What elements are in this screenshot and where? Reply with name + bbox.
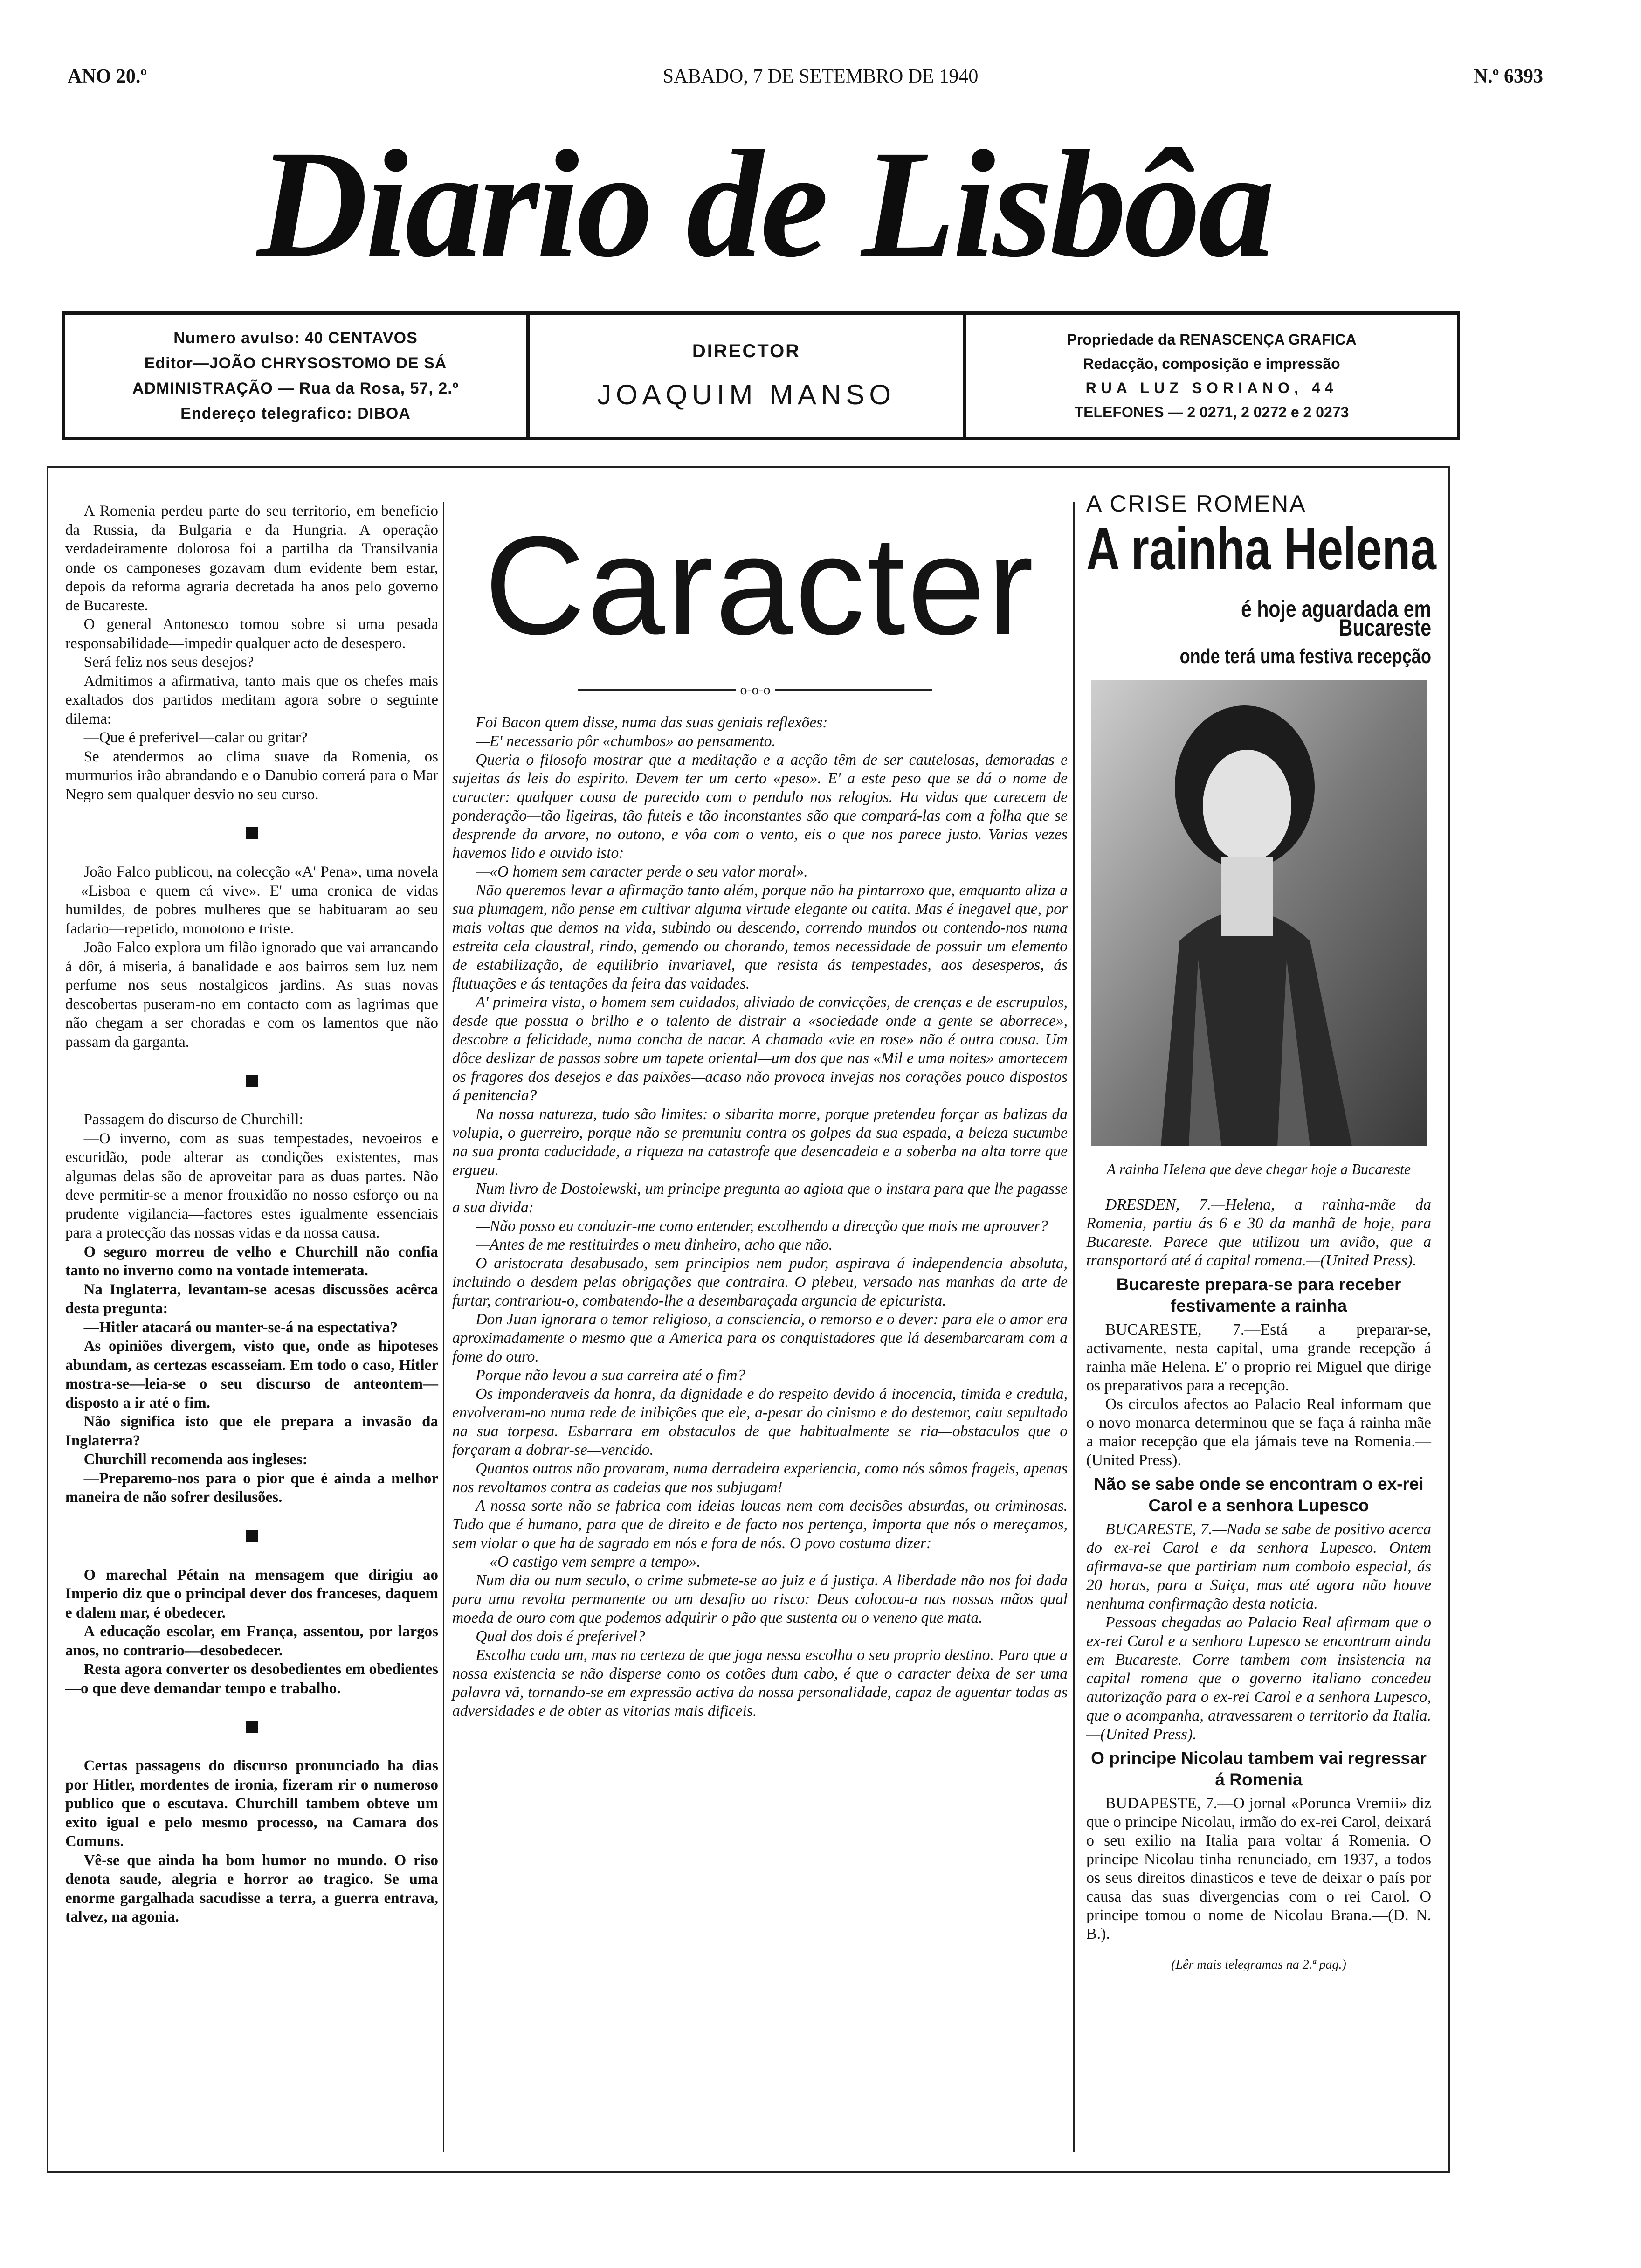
dispatch-paragraph: BUCARESTE, 7.—Está a preparar-se, activamente, nesta capital, uma grande recepção á rainha mãe Helena. E' o proprio rei Miguel que dirige os preparativos para a recepção. [1086, 1321, 1431, 1394]
note-paragraph: Resta agora converter os desobedientes em obedientes—o que deve demandar tempo e trabalho. [65, 1661, 438, 1697]
masthead [149, 116, 1380, 293]
year-label: ANO 20.º [68, 66, 147, 87]
article-paragraph: —Antes de me restituirdes o meu dinheiro, acho que não. [476, 1236, 833, 1253]
article-paragraph: —E' necessario pôr «chumbos» ao pensamento. [476, 733, 776, 750]
note-paragraph: As opiniões divergem, visto que, onde as hipoteses abundam, as certezas escasseiam. Em todo o caso, Hitler mostra-se—leia-se o seu discurso de anteontem—disposto a ir até o fim. [65, 1338, 438, 1411]
note-paragraph: O seguro morreu de velho e Churchill não confia tanto no inverno como na vontade intemerata. [65, 1243, 438, 1279]
queen-helena-photo [1091, 680, 1427, 1146]
note-paragraph: O general Antonesco tomou sobre si uma pesada responsabilidade—impedir qualquer acto de desespero. [65, 616, 438, 652]
article-paragraph: Num livro de Dostoiewski, um principe pregunta ao agiota que o instara para que lhe pagasse a sua divida: [452, 1180, 1068, 1216]
issue-number: N.º 6393 [1473, 66, 1543, 87]
note-paragraph: A Romenia perdeu parte do seu territorio, em beneficio da Russia, da Bulgaria e da Hungria. A operação verdadeiramente dolorosa foi a partilha da Transilvania onde os camponeses gozavam dum evidente bem estar, depois da reforma agraria decretada ha anos pelo governo de Bucareste. [65, 503, 438, 614]
article-paragraph: —Não posso eu conduzir-me como entender, escolhendo a direcção que mais me aprouver? [476, 1217, 1048, 1235]
note-paragraph: —Que é preferivel—calar ou gritar? [83, 729, 308, 746]
article-paragraph: O aristocrata desabusado, sem principios nem pudor, aspirava á independencia absoluta, incluindo o desdem pelas obrigações que contraira. O plebeu, versado nas manhas da arte de furtar, contrariou-o, combatendo-lhe a desembaraçada arguncia de epicurista. [452, 1255, 1068, 1309]
note-paragraph: —Hitler atacará ou manter-se-á na espectativa? [83, 1319, 398, 1336]
column-rule-right [1073, 502, 1075, 2152]
article-paragraph: Porque não levou a sua carreira até o fim? [476, 1367, 745, 1384]
more-telegrams-note: (Lêr mais telegramas na 2.ª pag.) [1171, 1957, 1346, 1972]
dispatch-paragraph: Os circulos afectos ao Palacio Real informam que o novo monarca determinou que se faça á rainha mãe a maior recepção que ela jámais teve na Romenia.—(United Press). [1086, 1396, 1431, 1469]
section-bullet [246, 827, 258, 839]
note-paragraph: Churchill recomenda aos ingleses: [83, 1451, 308, 1468]
article-paragraph: —«O homem sem caracter perde o seu valor moral». [476, 863, 808, 880]
dispatch-headline: Bucareste prepara-se para receber festivamente a rainha [1116, 1275, 1401, 1315]
info-left [65, 315, 530, 437]
note-paragraph: Será feliz nos seus desejos? [83, 654, 254, 671]
ornament-text: o-o-o [736, 682, 775, 698]
photo-caption: A rainha Helena que deve chegar hoje a Bucareste [1106, 1161, 1411, 1177]
note-paragraph: Passagem do discurso de Churchill: [83, 1111, 303, 1128]
article-paragraph: Don Juan ignorara o temor religioso, a consciencia, o remorso e o dever: para ele o amor era aproximadamente o mesmo que a America para os conquistadores que lá desembarcaram com a fome do ouro. [452, 1311, 1068, 1365]
note-paragraph: Não significa isto que ele prepara a invasão da Inglaterra? [65, 1413, 438, 1449]
article-paragraph: Na nossa natureza, tudo são limites: o sibarita morre, porque pretendeu forçar as balizas da volupia, o guerreiro, porque não se premuniu contra os golpes da sua espada, a beleza sucumbe na sua pronta caducidade, a riqueza na catastrofe que desencadeia e a soberba na alta torre que ergueu. [452, 1106, 1068, 1179]
note-paragraph: Vê-se que ainda ha bom humor no mundo. O riso denota saude, alegria e horror ao tragico. Se uma enorme gargalhada sacudisse a terra, a guerra entrava, talvez, na agonia. [65, 1852, 438, 1925]
article-paragraph: Quantos outros não provaram, numa derradeira experiencia, como nós sômos frageis, apenas nos revoltamos contra as cadeias que nos subjugam! [452, 1460, 1068, 1496]
dispatch-paragraph: BUDAPESTE, 7.—O jornal «Poruncа Vremii» diz que o principe Nicolau, irmão do ex-rei Carol, deixará o seu exilio na Italia para voltar á Romenia. O principe Nicolau tinha renunciado, em 1937, a todos os seus direitos dinasticos e teve de deixar o país por causa das suas divergencias com o rei Carol. O principe tomou o nome de Nicolau Brana.—(D. N. B.). [1086, 1795, 1431, 1943]
info-office: Redacção, composição e impressão [1083, 355, 1340, 372]
article-title: Caracter [484, 507, 1036, 664]
note-paragraph: Admitimos a afirmativa, tanto mais que os chefes mais exaltados dos partidos meditam agora sobre o seguinte dilema: [65, 672, 438, 727]
info-phones: TELEFONES — 2 0271, 2 0272 e 2 0273 [1074, 404, 1349, 421]
info-right [966, 315, 1457, 437]
info-owner: Propriedade da RENASCENÇA GRAFICA [1067, 331, 1357, 348]
dispatch-paragraph: Pessoas chegadas ao Palacio Real afirmam que o ex-rei Carol e a senhora Lupesco se encontram ainda em Bucareste. Corre tambem com insistencia na capital romena que o governo italiano concedeu autorização para o ex-rei Carol e a senhora Lupesco, que o acompanha, atravessarem o territorio da Italia.—(United Press). [1086, 1614, 1431, 1743]
note-paragraph: Na Inglaterra, levantam-se acesas discussões acêrca desta pregunta: [65, 1281, 438, 1317]
director-label: DIRECTOR [692, 341, 801, 361]
info-address: RUA LUZ SORIANO, 44 [1085, 380, 1338, 396]
director-name: JOAQUIM MANSO [597, 379, 896, 410]
subhead-2: onde terá uma festiva recepção [1179, 645, 1431, 668]
subhead-1: é hoje aguardada em Bucareste [1241, 596, 1431, 641]
news-dispatches [1086, 1196, 1431, 1943]
info-telegraph: Endereço telegrafico: DIBOA [180, 405, 411, 422]
article-paragraph: Qual dos dois é preferivel? [476, 1628, 645, 1645]
info-administration: ADMINISTRAÇÃO — Rua da Rosa, 57, 2.º [132, 380, 459, 397]
dispatch-paragraph: BUCARESTE, 7.—Nada se sabe de positivo acerca do ex-rei Carol e da senhora Lupesco. Ontem afirmava-se que partiriam num comboio especial, ás 20 horas, para a Suiça, mas até agora não houve nenhuma confirmação desta noticia. [1086, 1521, 1431, 1612]
title-ornament [578, 681, 932, 698]
article-paragraph: A' primeira vista, o homem sem cuidados, aliviado de convicções, de crenças e de escrupulos, desde que possua o brilho e o talento de distrair a «sociedade onde a gente se aborrece», descobre a felicidade, numa concha de nacar. A chamada «vie en rose» não é outra cousa. Um dôce deslizar de passos sobre um tapete oriental—um dos que nas «Mil e uma noites» amortecem os fragores dos desejos e das paixões—acaso não provoca invejas nos corações pouco dispostos á penitencia? [452, 994, 1068, 1104]
dispatch-headline: Não se sabe onde se encontram o ex-rei Carol e a senhora Lupesco [1094, 1474, 1424, 1515]
info-director [530, 315, 966, 437]
column-rule-left [443, 502, 444, 2152]
note-paragraph: —O inverno, com as suas tempestades, nevoeiros e escuridão, pode alterar as condições existentes, mas algumas delas são de aproveitar para as duas partes. Não deve permitir-se a menor frouxidão no nosso esforço ou na prudente vigilancia—factores estes igualmente essenciais para a protecção das nossas vidas e da nossa causa. [65, 1130, 438, 1241]
note-paragraph: Se atendermos ao clima suave da Romenia, os murmurios irão abrandando e o Danubio correrá para o Mar Negro sem qualquer desvio no seu curso. [65, 748, 438, 803]
article-paragraph: Foi Bacon quem disse, numa das suas geniais reflexões: [476, 714, 828, 731]
dispatch-paragraph: DRESDEN, 7.—Helena, a rainha-mãe da Romenia, partiu ás 6 e 30 da manhã de hoje, para Bucareste. Parece que utilizou um avião, que a transportará até á capital romena.—(United Press). [1086, 1196, 1431, 1269]
masthead-title: Diario de Lisbôa [257, 119, 1272, 289]
note-paragraph: O marechal Pétain na mensagem que dirigiu ao Imperio diz que o principal dever dos franceses, daquem e dalem mar, é obedecer. [65, 1566, 438, 1621]
center-article-body [452, 713, 1068, 1721]
main-headline: A rainha Helena [1086, 516, 1436, 582]
section-bullet [246, 1075, 258, 1087]
note-paragraph: João Falco publicou, na colecção «A' Pena», uma novela—«Lisboa e quem cá vive». E' uma cronica de vidas humildes, de pobres mulheres que se habituaram ao seu fadario—repetido, monotono e triste. [65, 864, 438, 937]
info-editor: Editor—JOÃO CHRYSOSTOMO DE SÁ [144, 354, 447, 372]
dispatch-headline: O principe Nicolau tambem vai regressar á Romenia [1091, 1749, 1427, 1789]
section-bullet [246, 1530, 258, 1542]
section-kicker: A CRISE ROMENA [1086, 491, 1307, 517]
left-column-notes [65, 502, 438, 1927]
note-paragraph: Certas passagens do discurso pronunciado ha dias por Hitler, mordentes de ironia, fizeram rir o numeroso publico que o escutava. Churchill tambem obteve um exito igual e pelo mesmo processo, na Camara dos Comuns. [65, 1757, 438, 1850]
article-paragraph: Queria o filosofo mostrar que a meditação e a acção têm de ser cautelosas, demoradas e sujeitas ás leis do espirito. Devem ter um certo «peso». E' a este peso que se dá o nome de caracter: qualquer cousa de parecido com o pendulo nos relogios. Ha vidas que carecem de ponderação—tão ligeiras, tão futeis e tão inconstantes são que compará-las com a folha que se desprende da arvore, no outono, e vôa com o vento, eis o que nos parece justo. Varias vezes havemos lido e ouvido isto: [452, 751, 1068, 862]
note-paragraph: —Preparemo-nos para o pior que é ainda a melhor maneira de não sofrer desilusões. [65, 1470, 438, 1506]
info-price: Numero avulso: 40 CENTAVOS [173, 329, 418, 347]
info-box [62, 311, 1460, 440]
article-paragraph: Não queremos levar a afirmação tanto além, porque não ha pintarroxo que, emquanto aliza a sua plumagem, não pense em cultivar alguma virtude elegante ou catita. Mas é inegavel que, por mais voltas que demos na vida, subindo ou descendo, correndo mundos ou contendo-nos numa estreita cela claustral, rindo, gemendo ou chorando, temos necessidade de possuir um elemento de estabilização, de equilibrio invariavel, que resista ás tempestades, aos desesperos, ás flutuações e ás tentações da feira das vaidades. [452, 882, 1068, 992]
article-paragraph: A nossa sorte não se fabrica com ideias loucas nem com decisões absurdas, ou criminosas. Tudo que é humano, para que de direito e de facto nos pertença, importa que nós o mereçamos, sem violar o que ha de sagrado em nós e fora de nós. O povo costuma dizer: [452, 1497, 1068, 1552]
article-paragraph: Num dia ou num seculo, o crime submete-se ao juiz e á justiça. A liberdade não nos foi dada para uma revolta permanente ou um desafio ao risco: Deus colocou-a nas nossas mãos qual moeda de ouro com que podemos adquirir o pão que sustenta ou o veneno que mata. [452, 1572, 1068, 1626]
article-paragraph: Os imponderaveis da honra, da dignidade e do respeito devido á inocencia, timida e credula, envolveram-no numa rede de inibições que ele, a-pesar do cinismo e do destemor, caiu sepultado na sua torpesa. Esbarrara em obstaculos de que habitualmente se ria—obstaculos que o forçaram a dobrar-se—vencido. [452, 1385, 1068, 1459]
note-paragraph: João Falco explora um filão ignorado que vai arrancando á dôr, á miseria, á banalidade e aos bairros sem luz nem perfume nos seus nostalgicos jardins. As suas novas descobertas puseram-no em contacto com as lagrimas que não chegam a ser choradas e com os lamentos que não passam da garganta. [65, 939, 438, 1051]
right-column-news [1086, 491, 1436, 1974]
section-bullet [246, 1721, 258, 1733]
date-label: SABADO, 7 DE SETEMBRO DE 1940 [662, 66, 979, 87]
note-paragraph: A educação escolar, em França, assentou, por largos anos, no contrario—desobedecer. [65, 1623, 438, 1659]
article-paragraph: —«O castigo vem sempre a tempo». [476, 1553, 701, 1570]
article-paragraph: Escolha cada um, mas na certeza de que joga nessa escolha o seu proprio destino. Para que a nossa existencia se não disperse como os cotões dum cabo, é que o caracter deixa de ser uma palavra vã, tornando-se em expressão activa da nossa personalidade, capaz de aguentar todas as adversidades e de obter as vitorias mais dificeis. [452, 1646, 1068, 1720]
